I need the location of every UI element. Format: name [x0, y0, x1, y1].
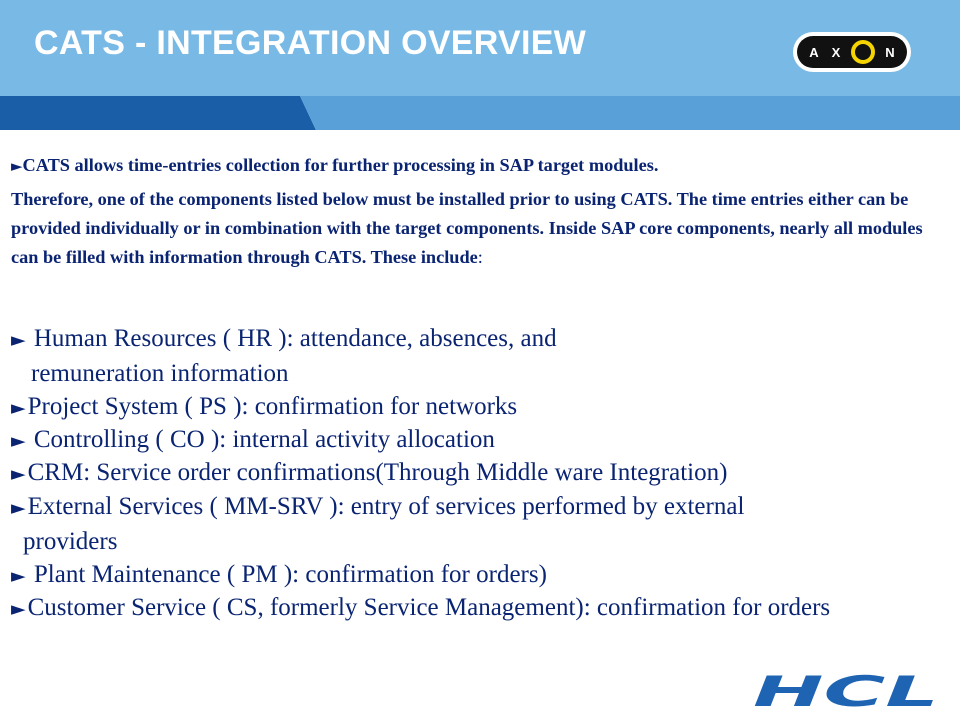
arrow-right-icon: ►	[11, 329, 26, 351]
axon-logo-letter: A	[809, 44, 819, 60]
arrow-right-icon: ►	[11, 565, 26, 587]
axon-logo-ring	[851, 40, 875, 64]
intro-body: Therefore, one of the components listed below must be installed prior to using CATS. The time entries either can be provided individually or in combination with the target components. Inside SAP core components, nearly all modules can be filled with information through CATS. These include	[11, 189, 923, 267]
axon-logo-letter: X	[831, 44, 841, 60]
list-item-text: Human Resources ( HR ): attendance, absences, and	[27, 325, 557, 352]
list-item	[11, 558, 951, 593]
list-item-continuation: remuneration information	[31, 360, 289, 387]
list-item-text: Controlling ( CO ): internal activity allocation	[27, 426, 495, 453]
list-item-continuation: providers	[23, 528, 118, 555]
list-item-text: External Services ( MM-SRV ): entry of services performed by external	[27, 493, 745, 520]
arrow-right-icon: ►	[11, 598, 26, 620]
hcl-logo	[750, 672, 942, 710]
list-item	[11, 591, 951, 626]
axon-logo-letter: N	[885, 44, 895, 60]
slide-title: CATS - INTEGRATION OVERVIEW	[34, 24, 587, 62]
list-item-text: CRM: Service order confirmations(Through Middle ware Integration)	[27, 459, 728, 486]
intro-colon: :	[477, 247, 483, 267]
intro-paragraph	[11, 150, 946, 272]
arrow-right-icon: ►	[11, 430, 26, 452]
axon-logo	[793, 32, 911, 72]
hcl-logo-text: HCL	[753, 672, 939, 710]
list-item	[11, 322, 951, 391]
header-band	[0, 96, 960, 130]
list-item	[11, 390, 951, 425]
arrow-right-icon: ►	[11, 463, 26, 485]
intro-line-1: CATS allows time-entries collection for further processing in SAP target modules.	[22, 155, 659, 175]
arrow-right-icon: ►	[11, 157, 23, 175]
arrow-right-icon: ►	[11, 497, 26, 519]
list-item-text: Project System ( PS ): confirmation for networks	[27, 393, 518, 420]
list-item	[11, 456, 951, 491]
list-item-text: Plant Maintenance ( PM ): confirmation for orders)	[27, 561, 547, 588]
list-item-text: Customer Service ( CS, formerly Service Management): confirmation for orders	[27, 594, 831, 621]
list-item	[11, 490, 951, 559]
arrow-right-icon: ►	[11, 397, 26, 419]
list-item	[11, 423, 951, 458]
